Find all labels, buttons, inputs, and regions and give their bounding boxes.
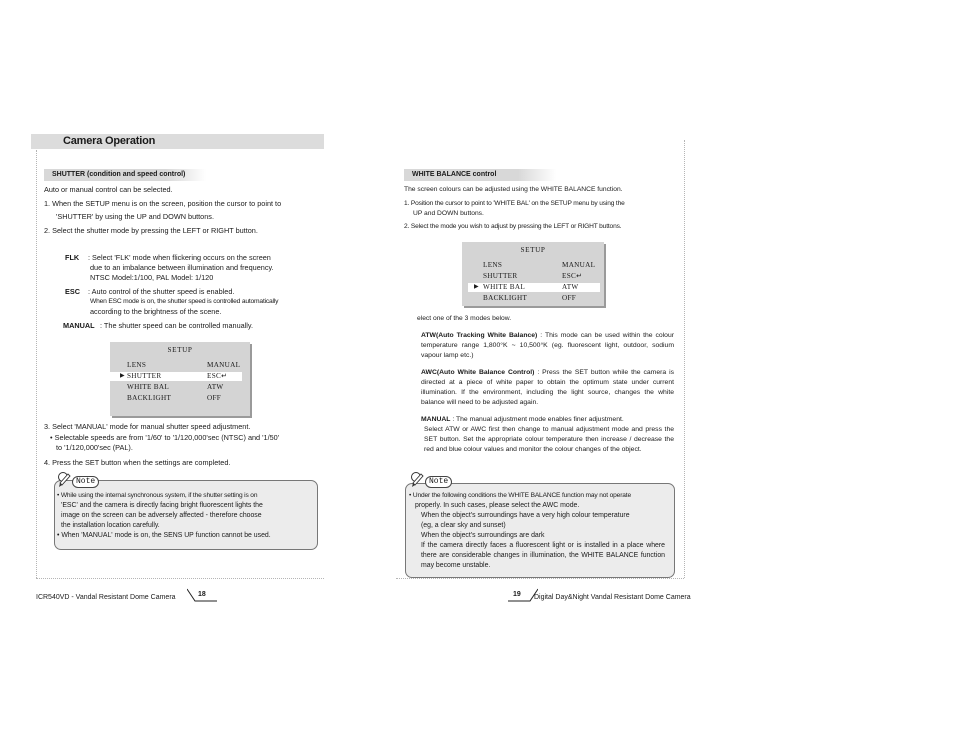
shutter-step-4: 4. Press the SET button when the settings are completed. xyxy=(44,458,231,467)
shutter-section-bar xyxy=(44,169,206,181)
cursor-arrow-icon: ▶ xyxy=(120,373,125,379)
wb-step-1-cont: UP and DOWN buttons. xyxy=(413,210,484,217)
menu-row-white-bal: ▶ WHITE BAL ATW xyxy=(468,283,600,292)
wb-select-line: elect one of the 3 modes below. xyxy=(417,315,512,322)
awc-paragraph: AWC(Auto White Balance Control) : Press the SET button while the camera is directed at a piece of white paper to obtain the optimum state under current illumination. If the environment, including the light source, changes the white balance will need to be adjusted again. xyxy=(421,369,674,407)
wb-note-line-4: (eg, a clear sky and sunset) xyxy=(421,522,506,529)
left-page-guide xyxy=(36,150,37,578)
shutter-step-2: 2. Select the shutter mode by pressing the LEFT or RIGHT button. xyxy=(44,226,258,235)
menu-row-shutter: SHUTTER ESC↵ xyxy=(483,272,583,280)
page-title: Camera Operation xyxy=(63,135,156,147)
menu-row-white-bal: WHITE BAL ATW xyxy=(127,383,224,391)
white-balance-section-bar xyxy=(404,169,556,181)
flk-label: FLK xyxy=(65,253,80,262)
wb-step-2: 2. Select the mode you wish to adjust by pressing the LEFT or RIGHT buttons. xyxy=(404,223,622,230)
right-page-bottom-guide xyxy=(396,578,684,579)
setup-menu-title: SETUP xyxy=(520,246,546,254)
flk-line-1: : Select 'FLK' mode when flickering occurs on the screen xyxy=(88,253,271,262)
menu-row-shutter: ▶ SHUTTER ESC↵ xyxy=(110,372,242,381)
wb-note-line-3: When the object's surroundings have a very high colour temperature xyxy=(421,512,630,519)
wb-note-line-2: properly. In such cases, please select the AWC mode. xyxy=(415,502,580,509)
right-page-number: 19 xyxy=(513,591,521,598)
shutter-note-line-4: the installation location carefully. xyxy=(61,522,160,529)
left-page-number: 18 xyxy=(198,591,206,598)
wb-manual-detail: Select ATW or AWC first then change to manual adjustment mode and press the SET button. Set the appropriate colour temperature then increase / decrease the red and blue colour values and monitor the colour changes of the object. xyxy=(424,426,674,454)
shutter-section-title: SHUTTER (condition and speed control) xyxy=(52,171,186,178)
wb-step-1: 1. Position the cursor to point to 'WHITE BAL' on the SETUP menu by using the xyxy=(404,200,625,207)
right-footer-text: Digital Day&Night Vandal Resistant Dome Camera xyxy=(534,594,691,601)
shutter-step-1: 1. When the SETUP menu is on the screen, position the cursor to point to xyxy=(44,199,282,208)
esc-line-2: When ESC mode is on, the shutter speed is controlled automatically xyxy=(90,298,279,305)
manual-text: : The shutter speed can be controlled manually. xyxy=(100,321,254,330)
menu-row-lens: LENS MANUAL xyxy=(127,361,241,369)
note-label: Note xyxy=(425,476,452,488)
atw-paragraph: ATW(Auto Tracking White Balance) : This mode can be used within the colour temperature range 1,800°K ~ 10,500°K (eg. fluorescent light, outdoor, sodium vapour lamp etc.) xyxy=(421,332,674,360)
esc-line-1: : Auto control of the shutter speed is enabled. xyxy=(88,287,235,296)
shutter-speeds: • Selectable speeds are from '1/60' to '1/120,000'sec (NTSC) and '1/50' xyxy=(50,433,280,442)
left-footer-text: ICR540VD - Vandal Resistant Dome Camera xyxy=(36,594,176,601)
shutter-note-line-3: image on the screen can be adversely affected - therefore choose xyxy=(61,512,262,519)
white-balance-section-title: WHITE BALANCE control xyxy=(412,171,497,178)
setup-menu-title: SETUP xyxy=(167,346,193,354)
menu-row-backlight: BACKLIGHT OFF xyxy=(127,394,222,402)
wb-intro: The screen colours can be adjusted using the WHITE BALANCE function. xyxy=(404,186,623,193)
menu-row-backlight: BACKLIGHT OFF xyxy=(483,294,577,302)
wb-manual-line: MANUAL : The manual adjustment mode enables finer adjustment. xyxy=(421,416,624,423)
shutter-note-line-5: • When 'MANUAL' mode is on, the SENS UP function cannot be used. xyxy=(57,532,271,539)
shutter-step-1-cont: 'SHUTTER' by using the UP and DOWN buttons. xyxy=(56,212,214,221)
flk-line-2: due to an imbalance between illumination and frequency. xyxy=(90,263,274,272)
esc-line-3: according to the brightness of the scene. xyxy=(90,307,222,316)
shutter-speeds-cont: to '1/120,000'sec (PAL). xyxy=(56,443,133,452)
shutter-note-line-2: 'ESC' and the camera is directly facing bright fluorescent lights the xyxy=(61,502,263,509)
shutter-setup-menu xyxy=(110,342,250,416)
note-pencil-icon xyxy=(56,471,72,488)
page-title-bar xyxy=(31,134,324,149)
note-pencil-icon xyxy=(409,471,425,488)
left-page-bottom-guide xyxy=(36,578,324,579)
wb-note-line-5: When the object's surroundings are dark xyxy=(421,532,545,539)
menu-row-lens: LENS MANUAL xyxy=(483,261,596,269)
cursor-arrow-icon: ▶ xyxy=(474,284,479,290)
note-label: Note xyxy=(72,476,99,488)
flk-line-3: NTSC Model:1/100, PAL Model: 1/120 xyxy=(90,273,214,282)
wb-setup-menu xyxy=(462,242,604,306)
manual-label: MANUAL xyxy=(63,321,95,330)
esc-label: ESC xyxy=(65,287,81,296)
shutter-intro: Auto or manual control can be selected. xyxy=(44,185,173,194)
wb-note-line-6: If the camera directly faces a fluorescent light or is installed in a place where there are considerable changes in illumination, the WHITE BALANCE function may become unstable. xyxy=(421,542,665,570)
shutter-note-line-1: • While using the internal synchronous system, if the shutter setting is on xyxy=(57,492,258,499)
shutter-step-3: 3. Select 'MANUAL' mode for manual shutter speed adjustment. xyxy=(44,422,251,431)
right-page-guide xyxy=(684,140,685,578)
wb-note-line-1: • Under the following conditions the WHITE BALANCE function may not operate xyxy=(409,492,631,499)
